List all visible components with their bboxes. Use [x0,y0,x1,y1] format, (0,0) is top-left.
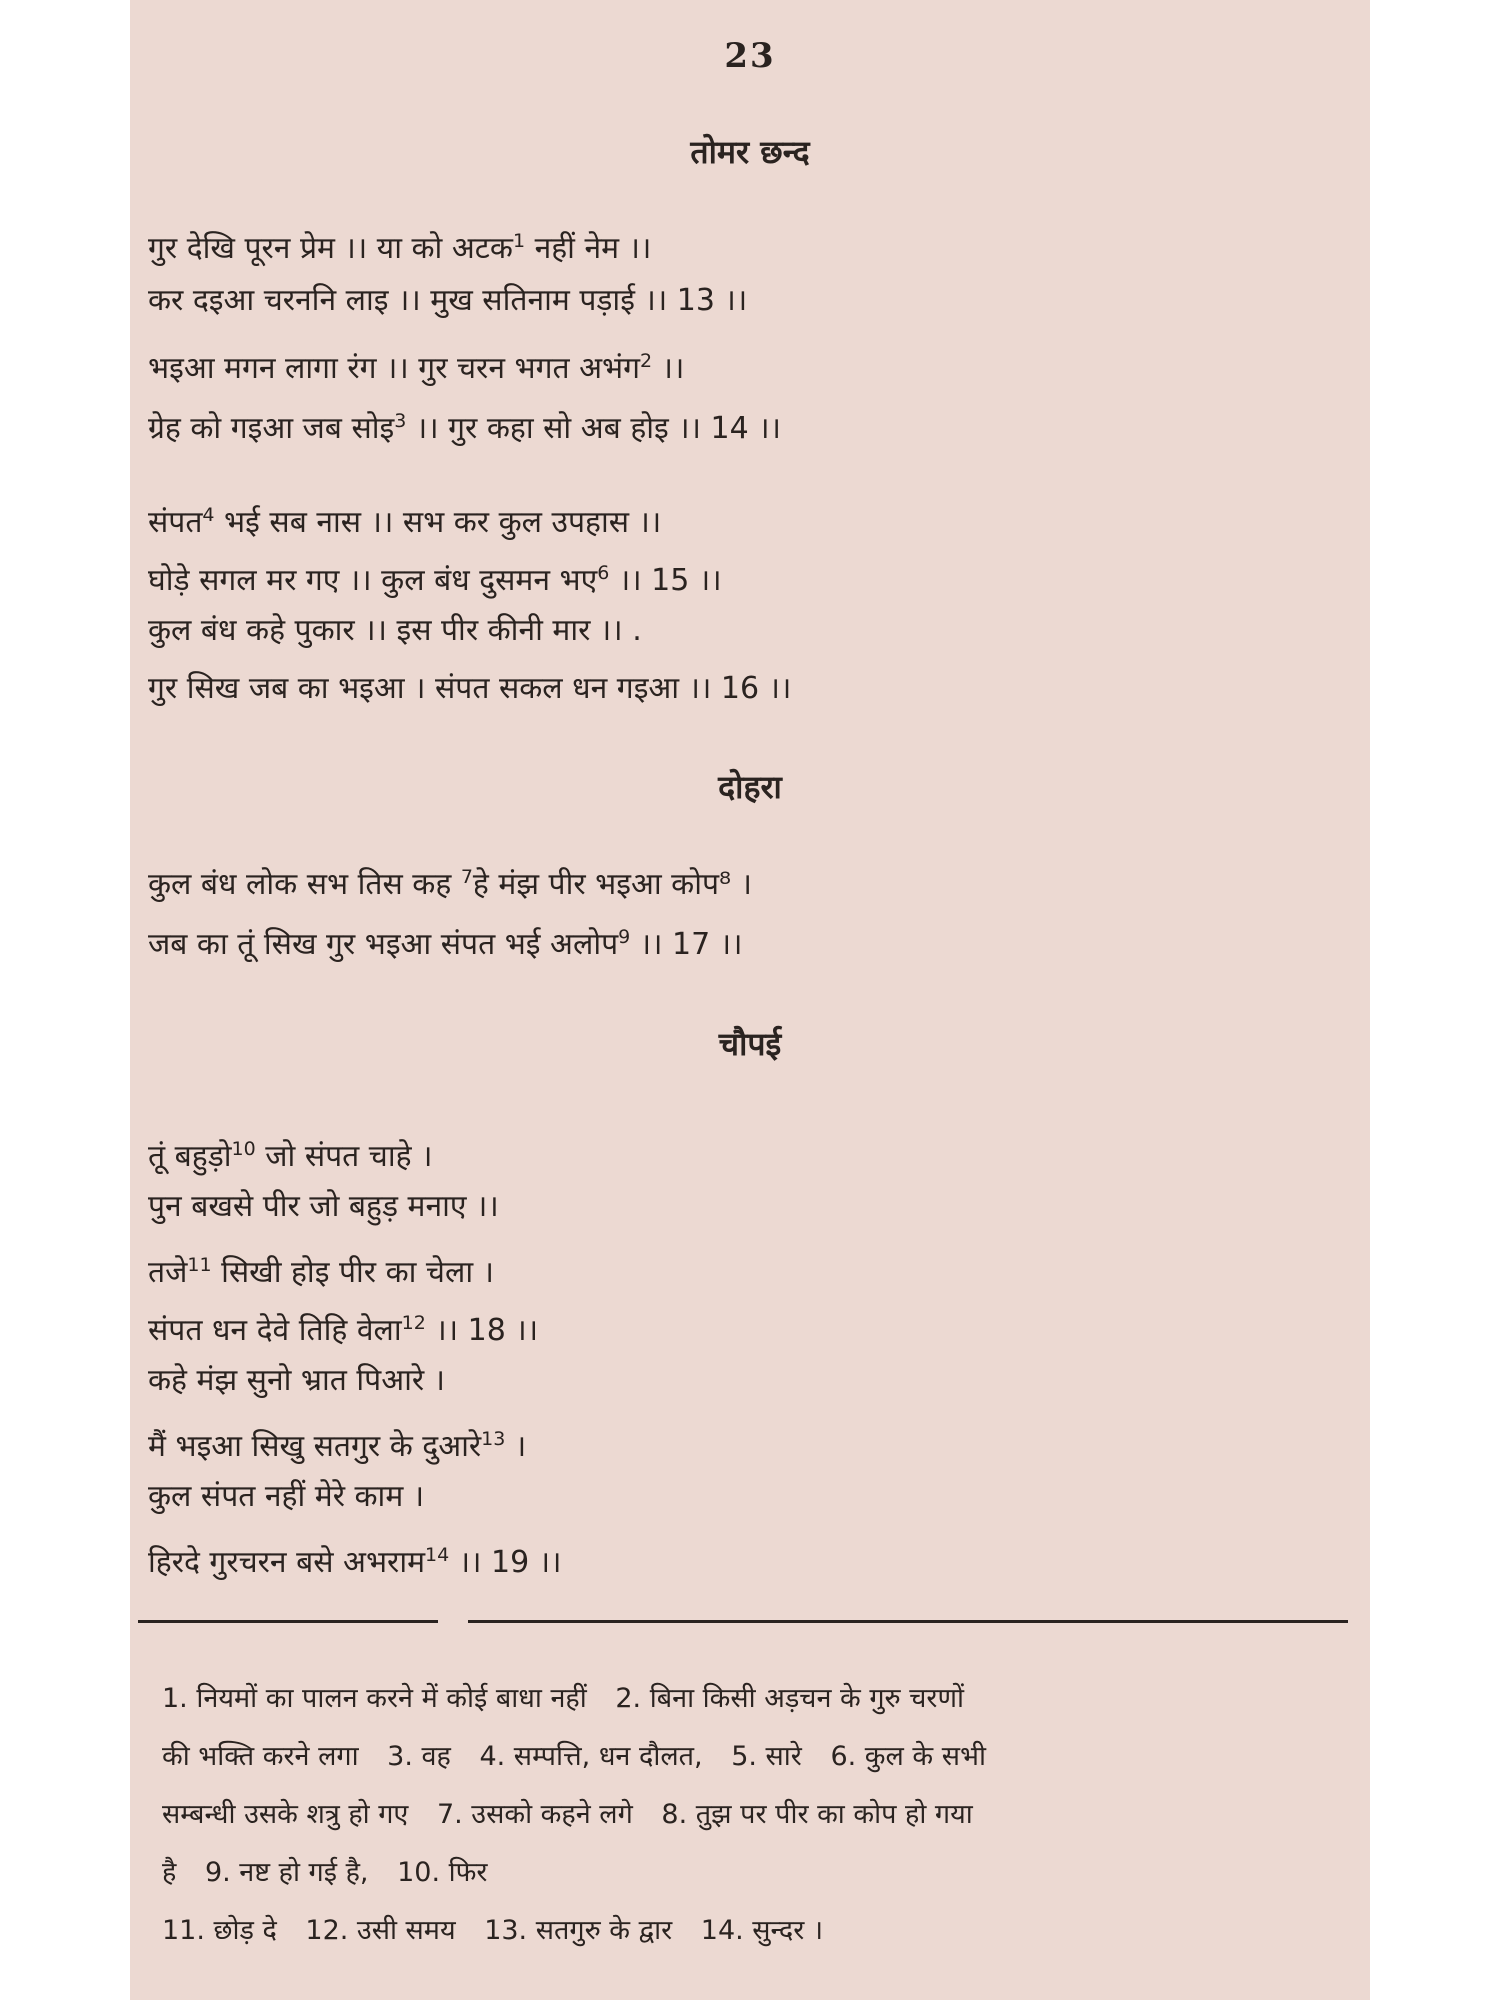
footnote: 11. छोड़ दे [162,1915,277,1946]
verse-line: कुल संपत नहीं मेरे काम । [148,1479,425,1514]
verse-line: घोड़े सगल मर गए ।। कुल बंध दुसमन भए$^6$ ।। 15 ।। [148,562,722,598]
footnotes [162,1670,1342,1960]
right-margin [1370,0,1500,2000]
footnote-line [162,1844,1342,1902]
footnote-line [162,1728,1342,1786]
footnote: 8. तुझ पर पीर का कोप हो गया [661,1799,973,1830]
section-heading-tomar: तोमर छन्द [690,133,810,171]
book-page [130,0,1370,2000]
verse-line: गुर सिख जब का भइआ । संपत सकल धन गइआ ।। 16 ।। [148,671,792,706]
verse-line: गुर देखि पूरन प्रेम ।। या को अटक$^1$ नहीं नेम ।। [148,230,652,266]
verse-line: कुल बंध कहे पुकार ।। इस पीर कीनी मार ।। . [148,613,642,648]
footnote-line [162,1670,1342,1728]
verse-line: पुन बखसे पीर जो बहुड़ मनाए ।। [148,1189,499,1224]
footnote: 13. सतगुरु के द्वार [484,1915,673,1946]
verse-line: मैं भइआ सिखु सतगुर के दुआरे$^{13}$ । [148,1428,527,1464]
verse-line: भइआ मगन लागा रंग ।। गुर चरन भगत अभंग$^2$ ।। [148,350,685,386]
footnote: 3. वह [387,1741,451,1772]
section-heading-dohra: दोहरा [718,768,782,806]
footnote: 14. सुन्दर । [700,1915,824,1946]
verse-line: कर दइआ चरननि लाइ ।। मुख सतिनाम पड़ाई ।। 13 ।। [148,283,748,318]
footnote: है [162,1857,177,1888]
verse-line: कुल बंध लोक सभ तिस कह $^7$हे मंझ पीर भइआ कोप⁸ । [148,866,752,902]
section-heading-chaupai: चौपई [718,1025,782,1063]
footnote: 6. कुल के सभी [830,1741,986,1772]
verse-line: संपत$^4$ भई सब नास ।। सभ कर कुल उपहास ।। [148,504,662,540]
verse-line: तूं बहुड़ो$^{10}$ जो संपत चाहे । [148,1138,433,1174]
verse-line: जब का तूं सिख गुर भइआ संपत भई अलोप$^9$ ।। 17 ।। [148,926,743,962]
footnote-rule-right [468,1620,1348,1623]
footnote: 4. सम्पत्ति, धन दौलत, [479,1741,703,1772]
footnote: 10. फिर [397,1857,488,1888]
footnote: 5. सारे [731,1741,802,1772]
verse-line: ग्रेह को गइआ जब सोइ$^3$ ।। गुर कहा सो अब होइ ।। 14 ।। [148,410,782,446]
footnote: 2. बिना किसी अड़चन के गुरु चरणों [615,1683,964,1714]
verse-line: हिरदे गुरचरन बसे अभराम$^{14}$ ।। 19 ।। [148,1544,562,1580]
verse-line: कहे मंझ सुनो भ्रात पिआरे । [148,1363,446,1398]
footnote: 1. नियमों का पालन करने में कोई बाधा नहीं [162,1683,587,1714]
footnote-line [162,1786,1342,1844]
verse-line: संपत धन देवे तिहि वेला$^{12}$ ।। 18 ।। [148,1312,539,1348]
footnote-line [162,1902,1342,1960]
footnote: 7. उसको कहने लगे [436,1799,633,1830]
footnote: 12. उसी समय [305,1915,456,1946]
verse-line: तजे$^{11}$ सिखी होइ पीर का चेला । [148,1254,494,1290]
footnote-rule-left [138,1620,438,1623]
page-number: 23 [724,36,776,76]
left-margin [0,0,130,2000]
footnote: 9. नष्ट हो गई है, [204,1857,369,1888]
footnote: की भक्ति करने लगा [162,1741,359,1772]
footnote: सम्बन्धी उसके शत्रु हो गए [162,1799,409,1830]
